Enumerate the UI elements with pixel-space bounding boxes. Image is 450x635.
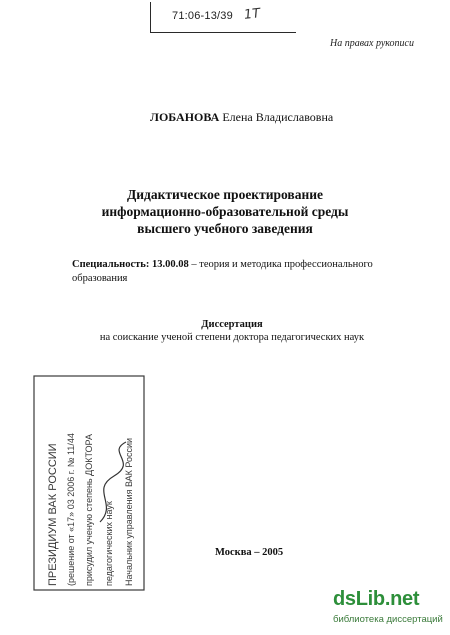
stamp-science: педагогических наук [104,501,114,586]
rights-note: На правах рукописи [330,38,414,49]
stamp-org: ПРЕЗИДИУМ ВАК РОССИИ [47,443,59,586]
dissertation-info [72,318,392,344]
specialty [72,258,392,286]
author-name [150,110,333,125]
author-surname: ЛОБАНОВА [150,110,220,124]
handwritten-mark: 1Т [243,6,261,23]
dissertation-heading: Диссертация [201,319,263,330]
stamp-graphic [30,372,148,594]
dissertation-title [90,186,360,237]
watermark-subtitle: библиотека диссертаций [333,614,443,625]
catalog-code: 71:06-13/39 [172,10,233,22]
stamp-position: Начальник управления ВАК России [124,437,134,586]
watermark-logo: dsLib.net [333,588,420,610]
watermark [333,588,447,632]
specialty-label: Специальность: 13.00.08 [72,259,189,270]
vak-stamp [30,372,148,594]
specialty-text-2: образования [72,273,128,284]
city-year: Москва – 2005 [215,547,284,558]
title-line-3: высшего учебного заведения [137,221,313,236]
stamp-decision: (решение от «17» 03 2006 г. № 11/44 [66,433,76,586]
title-line-2: информационно-образовательной среды [101,204,349,219]
dissertation-purpose: на соискание ученой степени доктора педагогических наук [99,332,365,343]
title-line-1: Дидактическое проектирование [126,187,324,202]
specialty-text: – теория и методика профессионального [191,259,373,270]
author-given-names: Елена Владиславовна [222,110,334,124]
stamp-awarded: присудил ученую степень ДОКТОРА [84,434,94,586]
